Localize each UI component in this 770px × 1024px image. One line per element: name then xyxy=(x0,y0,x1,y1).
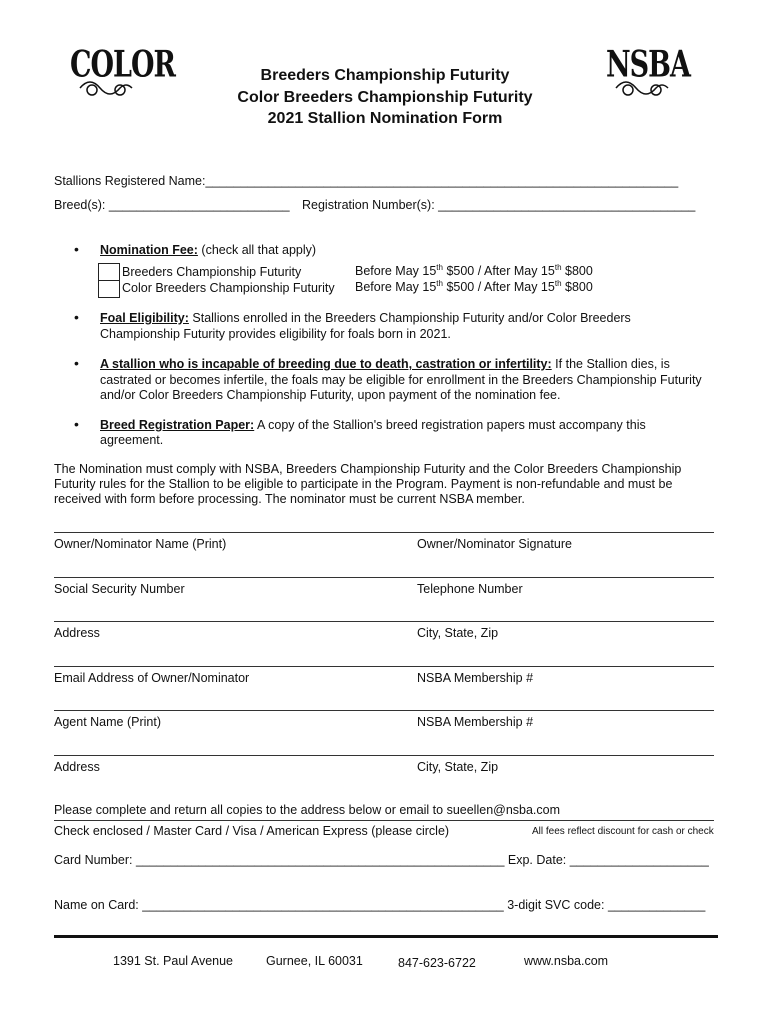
signature-line[interactable] xyxy=(54,710,714,711)
title-line-2: Color Breeders Championship Futurity xyxy=(237,89,533,106)
card-number-field[interactable]: Card Number: _____________________________________________________ Exp. Date: ____________________ xyxy=(54,853,709,867)
footer-divider xyxy=(54,935,718,938)
nsba-membership-label: NSBA Membership # xyxy=(417,671,534,685)
checkbox-breeders-futurity[interactable] xyxy=(98,263,120,281)
foal-eligibility-line-1: Foal Eligibility: Stallions enrolled in the Breeders Championship Futurity and/or Color Breeders xyxy=(100,311,631,325)
foal-eligibility-line-2: Championship Futurity provides eligibility for foals born in 2021. xyxy=(100,327,451,341)
stallion-name-field[interactable]: Stallions Registered Name:____________________________________________________________________ xyxy=(54,174,679,188)
agent-city-state-zip-label: City, State, Zip xyxy=(417,760,499,774)
nomination-fee-heading xyxy=(100,243,316,257)
bullet: • xyxy=(74,309,79,325)
breed-paper-line-2: agreement. xyxy=(100,433,164,447)
compliance-paragraph-line-1: The Nomination must comply with NSBA, Breeders Championship Futurity and the Color Breeders Championship xyxy=(54,462,682,476)
option-name: Breeders Championship Futurity xyxy=(122,265,302,279)
agent-name-label: Agent Name (Print) xyxy=(54,715,161,729)
owner-name-label: Owner/Nominator Name (Print) xyxy=(54,537,227,551)
email-label: Email Address of Owner/Nominator xyxy=(54,671,250,685)
payment-divider xyxy=(54,820,714,821)
footer-website[interactable]: www.nsba.com xyxy=(524,954,609,968)
incapable-line-2: castrated or becomes infertile, the foals may be eligible for enrollment in the Breeders Championship Futurity xyxy=(100,373,702,387)
signature-line[interactable] xyxy=(54,577,714,578)
bullet: • xyxy=(74,241,79,257)
agent-membership-label: NSBA Membership # xyxy=(417,715,534,729)
nomination-fee-note: (check all that apply) xyxy=(201,243,317,257)
option-price: Before May 15th $500 / After May 15th $800 xyxy=(355,279,593,295)
ssn-label: Social Security Number xyxy=(54,582,185,596)
bullet: • xyxy=(74,355,79,371)
breed-paper-label: Breed Registration Paper: xyxy=(100,418,255,432)
owner-signature-label: Owner/Nominator Signature xyxy=(417,537,572,551)
signature-line[interactable] xyxy=(54,755,714,756)
registration-number-field[interactable]: Registration Number(s): _____________________________________ xyxy=(302,198,696,212)
footer-street: 1391 St. Paul Avenue xyxy=(113,954,234,968)
title-line-3: 2021 Stallion Nomination Form xyxy=(267,110,503,127)
payment-method-line[interactable]: Check enclosed / Master Card / Visa / American Express (please circle) xyxy=(54,824,450,838)
incapable-line-1: A stallion who is incapable of breeding due to death, castration or infertility: If the Stallion dies, is xyxy=(100,357,670,371)
telephone-label: Telephone Number xyxy=(417,582,523,596)
bullet: • xyxy=(74,416,79,432)
agent-address-label: Address xyxy=(54,760,100,774)
signature-line[interactable] xyxy=(54,666,714,667)
incapable-line-3: and/or Color Breeders Championship Futurity, upon payment of the nomination fee. xyxy=(100,388,561,402)
title-line-1: Breeders Championship Futurity xyxy=(260,67,510,84)
discount-note: All fees reflect discount for cash or check xyxy=(532,826,714,837)
compliance-paragraph-line-3: received with form before processing. The nominator must be current NSBA member. xyxy=(54,492,525,506)
incapable-label: A stallion who is incapable of breeding due to death, castration or infertility: xyxy=(100,357,552,371)
breed-paper-line-1: Breed Registration Paper: A copy of the Stallion's breed registration papers must accompany this xyxy=(100,418,646,432)
color-logo-text: COLOR xyxy=(70,44,175,86)
breed-field[interactable]: Breed(s): __________________________ xyxy=(54,198,290,212)
footer-city: Gurnee, IL 60031 xyxy=(266,954,363,968)
signature-line[interactable] xyxy=(54,532,714,533)
return-instructions: Please complete and return all copies to the address below or email to sueellen@nsba.com xyxy=(54,803,561,817)
checkbox-color-breeders-futurity[interactable] xyxy=(98,280,120,298)
name-on-card-field[interactable]: Name on Card: ____________________________________________________ 3-digit SVC code: ______________ xyxy=(54,898,706,912)
address-label: Address xyxy=(54,626,100,640)
option-price: Before May 15th $500 / After May 15th $800 xyxy=(355,263,593,279)
footer-phone: 847-623-6722 xyxy=(398,956,476,970)
city-state-zip-label: City, State, Zip xyxy=(417,626,499,640)
nomination-fee-label: Nomination Fee: xyxy=(100,243,198,257)
compliance-paragraph-line-2: Futurity rules for the Stallion to be eligible to participate in the Program. Payment is non-refundable and must be xyxy=(54,477,673,491)
signature-line[interactable] xyxy=(54,621,714,622)
option-name: Color Breeders Championship Futurity xyxy=(122,281,335,295)
nsba-logo-text: NSBA xyxy=(606,44,690,86)
foal-eligibility-label: Foal Eligibility: xyxy=(100,311,189,325)
